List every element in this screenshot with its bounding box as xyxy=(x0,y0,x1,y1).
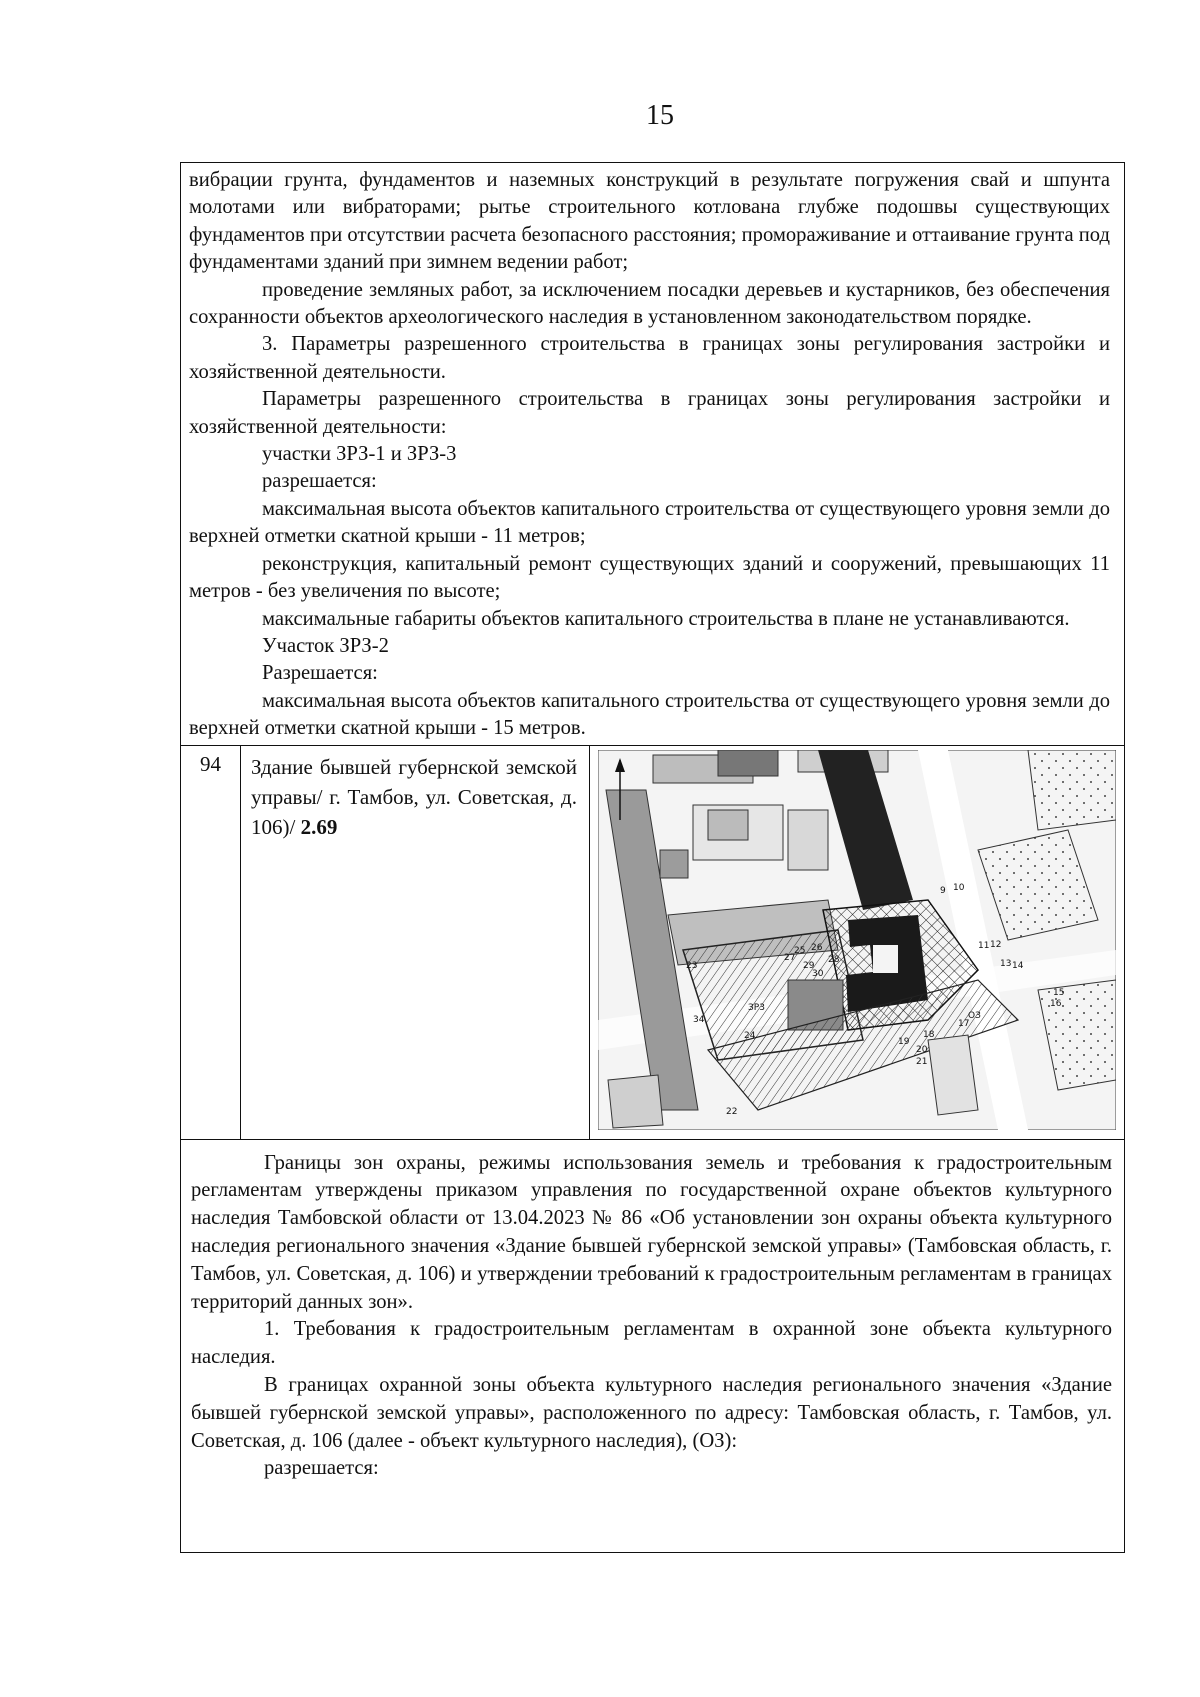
map-label: 27 xyxy=(784,952,796,963)
building xyxy=(708,810,748,840)
text-cell-top xyxy=(181,163,1124,746)
object-name-cell xyxy=(241,746,590,1139)
map-label: 15 xyxy=(1053,987,1065,998)
paragraph: максимальная высота объектов капитального строительства от существующего уровня земли до верхней отметки скатной крыши - 11 метров; xyxy=(189,497,1110,548)
building xyxy=(660,850,688,878)
paragraph: В границах охранной зоны объекта культурного наследия регионального значения «Здание бывшей губернской земской управы», расположенного по адресу: Тамбовская область, г. Тамбов, ул. Советская, д. 106 (далее - объект культурного наследия), (ОЗ): xyxy=(191,1373,1112,1452)
map-label: ЗР3 xyxy=(748,1002,765,1013)
map-label: 14 xyxy=(1012,960,1024,971)
map-label: 9 xyxy=(940,885,946,896)
paragraph: проведение земляных работ, за исключением посадки деревьев и кустарников, без обеспечения сохранности объектов археологического наследия в установленном законодательством порядке. xyxy=(189,278,1110,329)
building xyxy=(608,1075,663,1128)
paragraph: максимальные габариты объектов капитального строительства в плане не устанавливаются. xyxy=(262,607,1070,630)
regulations-table xyxy=(180,162,1125,1553)
page-number: 15 xyxy=(646,100,674,131)
map-label: 30 xyxy=(812,968,824,979)
zone-map xyxy=(598,750,1116,1130)
text-cell-bottom xyxy=(181,1140,1124,1552)
row-number: 94 xyxy=(181,746,241,1139)
paragraph: Участок ЗРЗ-2 xyxy=(262,634,389,657)
map-label: 11 xyxy=(978,940,990,951)
map-label: 12 xyxy=(990,939,1002,950)
map-label: 25 xyxy=(794,945,806,956)
building xyxy=(788,810,828,870)
paragraph: участки ЗРЗ-1 и ЗРЗ-3 xyxy=(262,443,457,466)
paragraph: 3. Параметры разрешенного строительства в границах зоны регулирования застройки и хозяйственной деятельности. xyxy=(189,333,1110,383)
map-label: 20 xyxy=(916,1044,928,1055)
paragraph: Разрешается: xyxy=(262,662,378,685)
paragraph: 1. Требования к градостроительным регламентам в охранной зоне объекта культурного наследия. xyxy=(191,1318,1112,1369)
map-label: 26 xyxy=(811,942,823,953)
zone-map-cell xyxy=(590,746,1124,1139)
paragraph: разрешается: xyxy=(264,1457,379,1480)
paragraph: Границы зон охраны, режимы использования земель и требования к градостроительным регламентам утверждены приказом управления по государственной охране объектов культурного наследия Тамбовской области от 13.04.2023 № 86 «Об установлении зон охраны объекта культурного наследия регионального значения «Здание бывшей губернской земской управы» (Тамбовская область, г. Тамбов, ул. Советская, д. 106) и утверждении требований к градостроительным регламентам в границах территорий данных зон». xyxy=(191,1151,1112,1313)
map-label: 21 xyxy=(916,1056,928,1067)
object-name: Здание бывшей губернской земской управы/ г. Тамбов, ул. Советская, д. 106)/ xyxy=(251,754,577,839)
map-label: 34 xyxy=(693,1014,705,1025)
map-label: 23 xyxy=(686,960,698,971)
courtyard xyxy=(873,945,898,973)
table-row xyxy=(181,746,1124,1140)
map-label: 22 xyxy=(726,1106,738,1117)
green-area xyxy=(1028,750,1116,830)
paragraph: разрешается: xyxy=(262,470,377,493)
map-label: 18 xyxy=(923,1029,935,1040)
map-label: 13 xyxy=(1000,958,1012,969)
map-label: 19 xyxy=(898,1036,910,1047)
map-label: 28 xyxy=(828,954,840,965)
map-label: 10 xyxy=(953,882,965,893)
map-label: 29 xyxy=(803,960,815,971)
paragraph: вибрации грунта, фундаментов и наземных конструкций в результате погружения свай и шпунта молотами или вибраторами; рытье строительного котлована глубже подошвы существующих фундаментов при отсутствии расчета безопасного расстояния; промораживание и оттаивание грунта под фундаментами зданий при зимнем ведении работ; xyxy=(189,169,1110,274)
building xyxy=(718,750,778,776)
object-code: 2.69 xyxy=(300,814,338,839)
map-label: ОЗ xyxy=(968,1010,981,1021)
map-label: 17 xyxy=(958,1018,970,1029)
map-label: 24 xyxy=(744,1030,756,1041)
paragraph: реконструкция, капитальный ремонт существующих зданий и сооружений, превышающих 11 метров - без увеличения по высоте; xyxy=(189,552,1110,603)
paragraph: Параметры разрешенного строительства в границах зоны регулирования застройки и хозяйственной деятельности: xyxy=(189,388,1110,438)
map-label: 16 xyxy=(1050,998,1062,1009)
paragraph: максимальная высота объектов капитального строительства от существующего уровня земли до верхней отметки скатной крыши - 15 метров. xyxy=(189,689,1110,740)
